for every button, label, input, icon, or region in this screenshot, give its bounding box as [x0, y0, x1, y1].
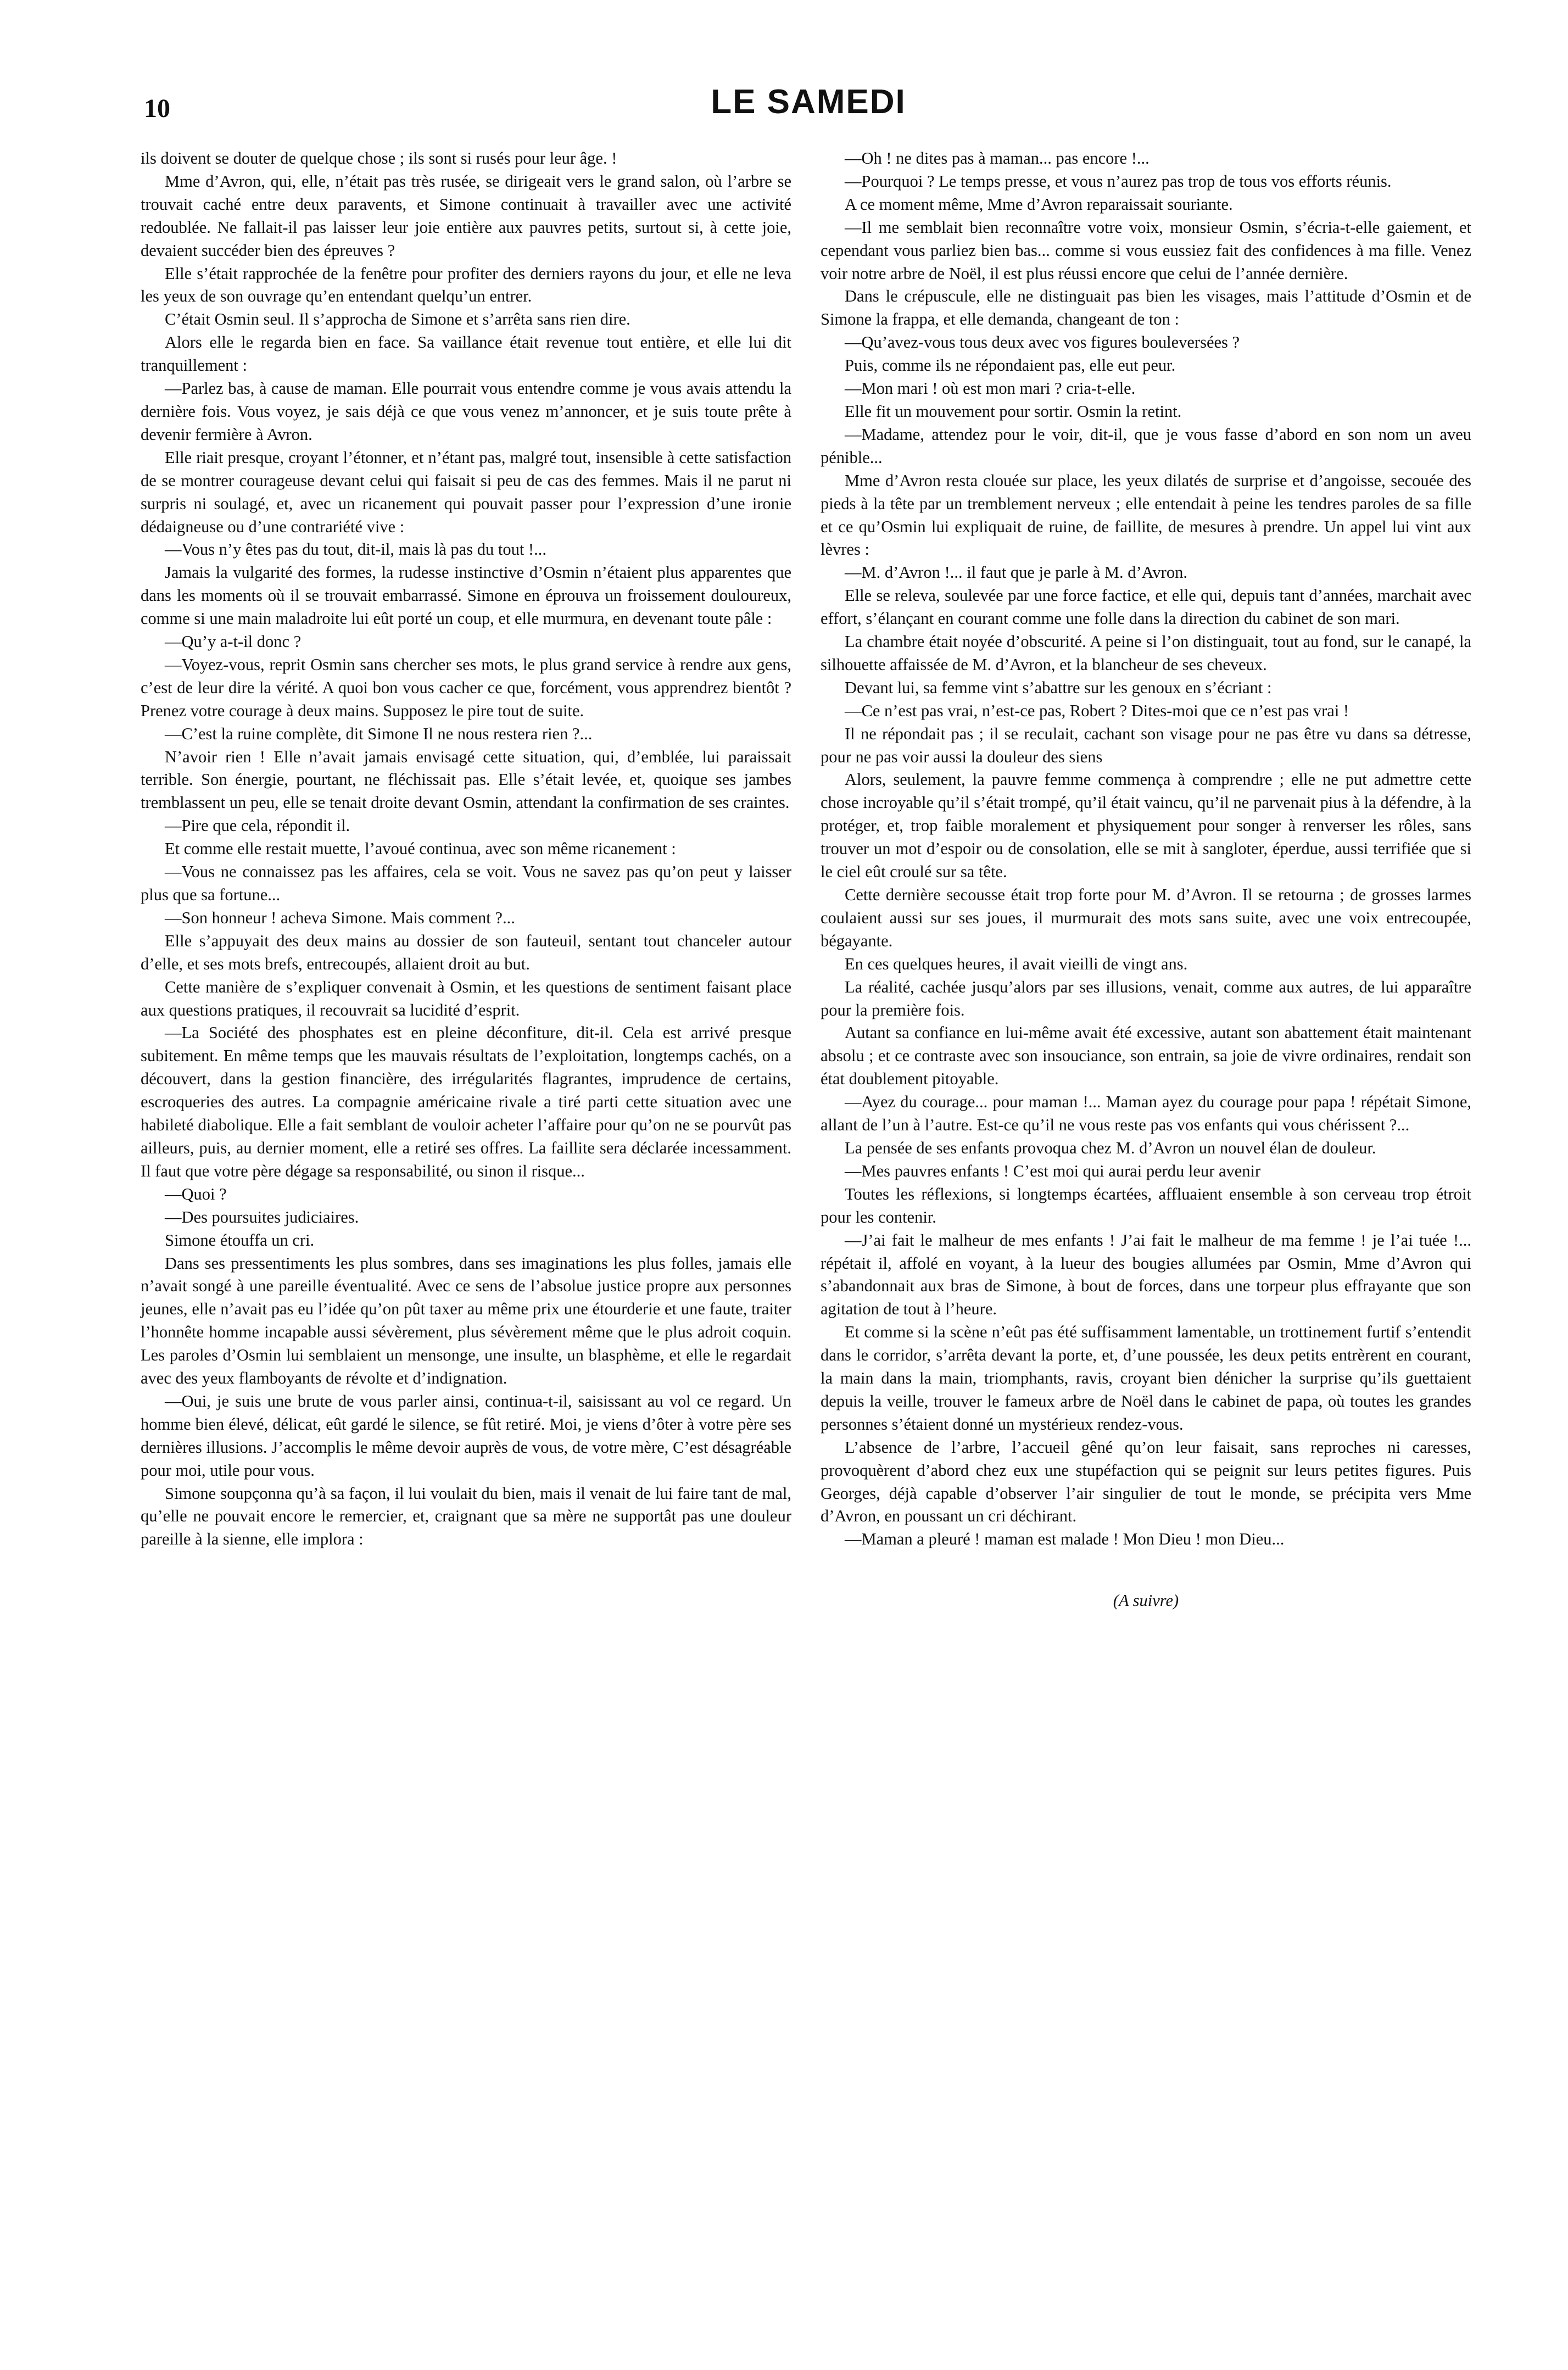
paragraph: La réalité, cachée jusqu’alors par ses illusions, venait, comme aux autres, de lui apparaître pour la première fois.: [821, 977, 1471, 1019]
paragraph: —Qu’y a-t-il donc ?: [165, 632, 302, 651]
paragraph: —Pourquoi ? Le temps presse, et vous n’aurez pas trop de tous vos efforts réunis.: [845, 171, 1392, 191]
paragraph: —Voyez-vous, reprit Osmin sans chercher ses mots, le plus grand service à rendre aux gens, c’est de leur dire la vérité. A quoi bon vous cacher ce que, forcément, vous apprendrez bientôt ? Prenez votre courage à deux mains. Supposez le pire tout de suite.: [141, 655, 791, 720]
paragraph: —Son honneur ! acheva Simone. Mais comment ?...: [165, 908, 515, 927]
page-header: [144, 82, 1473, 132]
paragraph: —Des poursuites judiciaires.: [165, 1207, 359, 1226]
paragraph: —Qu’avez-vous tous deux avec vos figures bouleversées ?: [845, 333, 1240, 352]
paragraph: —Quoi ?: [165, 1184, 227, 1203]
paragraph: Mme d’Avron, qui, elle, n’était pas très rusée, se dirigeait vers le grand salon, où l’arbre se trouvait caché entre deux paravents, et Simone continuait à travailler avec une activité redoublée. Ne fallait-il pas laisser leur joie entière aux pauvres petits, surtout si, à cette joie, devaient succéder bien des épreuves ?: [141, 171, 791, 260]
paragraph: —Mon mari ! où est mon mari ? cria-t-elle.: [845, 379, 1136, 398]
paragraph: Toutes les réflexions, si longtemps écartées, affluaient ensemble à son cerveau trop étroit pour les contenir.: [821, 1184, 1471, 1226]
paragraph: —Maman a pleuré ! maman est malade ! Mon Dieu ! mon Dieu...: [845, 1530, 1285, 1549]
paragraph: —Oui, je suis une brute de vous parler ainsi, continua-t-il, saisissant au vol ce regard. Un homme bien élevé, délicat, eût gardé le silence, se fût retiré. Moi, je viens d’ôter à votre père ses dernières illusions. J’accomplis le même devoir auprès de vous, de votre mère, C’est désagréable pour moi, utile pour vous.: [141, 1391, 791, 1480]
paragraph: Dans ses pressentiments les plus sombres, dans ses imaginations les plus folles, jamais elle n’avait songé à une pareille éventualité. Avec ce sens de l’absolue justice propre aux personnes jeunes, elle n’avait pas eu l’idée qu’on pût taxer au même prix une étourderie et une faute, traiter l’honnête homme incapable aussi sévèrement, plus sévèrement même que le plus adroit coquin. Les paroles d’Osmin lui semblaient un mensonge, une insulte, un blasphème, et elle le regardait avec des yeux flamboyants de révolte et d’indignation.: [141, 1253, 791, 1388]
paragraph: Simone soupçonna qu’à sa façon, il lui voulait du bien, mais il venait de lui faire tant de mal, qu’elle ne pouvait encore le remercier, et, craignant que sa mère ne supportât pas une douleur pareille à la sienne, elle implora :: [141, 1484, 791, 1549]
paragraph: Alors elle le regarda bien en face. Sa vaillance était revenue tout entière, et elle lui dit tranquillement :: [141, 333, 791, 375]
paragraph: C’était Osmin seul. Il s’approcha de Simone et s’arrêta sans rien dire.: [165, 310, 630, 329]
paragraph: —Ayez du courage... pour maman !... Maman ayez du courage pour papa ! répétait Simone, allant de l’un à l’autre. Est-ce qu’il ne vous reste pas vos enfants qui vous chérissent ?...: [821, 1092, 1471, 1135]
paragraph: Elle riait presque, croyant l’étonner, et n’étant pas, malgré tout, insensible à cette satisfaction de se montrer courageuse devant celui qui faisait si peu de cas des femmes. Mais il ne parut ni surpris ni soulagé, et, avec un ricanement qui pouvait passer pour l’expression d’une ironie dédaigneuse ou d’une contrariété vive :: [141, 448, 791, 536]
paragraph: Devant lui, sa femme vint s’abattre sur les genoux en s’écriant :: [845, 678, 1272, 697]
journal-title: LE SAMEDI: [711, 83, 906, 121]
page-number: 10: [144, 94, 170, 123]
paragraph: Elle s’appuyait des deux mains au dossier de son fauteuil, sentant tout chanceler autour d’elle, et ses mots brefs, entrecoupés, allaient droit au but.: [141, 931, 791, 973]
paragraph: —Mes pauvres enfants ! C’est moi qui aurai perdu leur avenir: [845, 1161, 1261, 1180]
paragraph: —Parlez bas, à cause de maman. Elle pourrait vous entendre comme je vous avais attendu la dernière fois. Vous voyez, je sais déjà ce que vous venez m’annoncer, et je suis toute prête à devenir fermière à Avron.: [141, 379, 791, 444]
paragraph: Et comme si la scène n’eût pas été suffisamment lamentable, un trottinement furtif s’entendit dans le corridor, s’arrêta devant la porte, et, d’une poussée, les deux petits entrèrent en courant, la main dans la main, triomphants, ravis, croyant bien dénicher la surprise qu’ils guettaient depuis la veille, trouver le fameux arbre de Noël dans le cabinet de papa, où toutes les grandes personnes s’étaient donné un mystérieux rendez-vous.: [821, 1323, 1471, 1434]
paragraph: —Il me semblait bien reconnaître votre voix, monsieur Osmin, s’écria-t-elle gaiement, et cependant vous parliez bien bas... comme si vous eussiez fait des confidences à ma fille. Venez voir notre arbre de Noël, il est plus réussi encore que celui de l’année dernière.: [821, 218, 1471, 283]
paragraph: L’absence de l’arbre, l’accueil gêné qu’on leur faisait, sans reproches ni caresses, provoquèrent d’abord chez eux une stupéfaction qui se peignit sur leurs petites figures. Puis Georges, déjà capable d’observer l’air singulier de tout le monde, se précipita vers Mme d’Avron, en poussant un cri déchirant.: [821, 1437, 1471, 1526]
paragraph: Elle s’était rapprochée de la fenêtre pour profiter des derniers rayons du jour, et elle ne leva les yeux de son ouvrage qu’en entendant quelqu’un entrer.: [141, 264, 791, 306]
left-column: [141, 147, 791, 1551]
paragraph: —C’est la ruine complète, dit Simone Il ne nous restera rien ?...: [165, 724, 593, 743]
paragraph: —Ce n’est pas vrai, n’est-ce pas, Robert ? Dites-moi que ce n’est pas vrai !: [845, 701, 1349, 720]
paragraph: —Vous ne connaissez pas les affaires, cela se voit. Vous ne savez pas qu’on peut y laisser plus que sa fortune...: [141, 862, 791, 904]
paragraph: La pensée de ses enfants provoqua chez M. d’Avron un nouvel élan de douleur.: [845, 1138, 1376, 1157]
paragraph: —J’ai fait le malheur de mes enfants ! J’ai fait le malheur de ma femme ! je l’ai tuée !... répétait il, affolé en voyant, à la lueur des bougies allumées par Osmin, Mme d’Avron qui s’abandonnait aux bras de Simone, à bout de forces, dans une torpeur plus effrayante que son agitation de tout à l’heure.: [821, 1230, 1471, 1319]
paragraph: Il ne répondait pas ; il se reculait, cachant son visage pour ne pas être vu dans sa détresse, pour ne pas voir aussi la douleur des siens: [821, 724, 1471, 766]
paragraph: Autant sa confiance en lui-même avait été excessive, autant son abattement était maintenant absolu ; et ce contraste avec son insouciance, son entrain, sa joie de vivre ordinaires, rendait son état doublement pitoyable.: [821, 1023, 1471, 1089]
paragraph: Dans le crépuscule, elle ne distinguait pas bien les visages, mais l’attitude d’Osmin et de Simone la frappa, et elle demanda, changeant de ton :: [821, 287, 1471, 329]
paragraph: Elle fit un mouvement pour sortir. Osmin la retint.: [845, 401, 1182, 421]
paragraph: Alors, seulement, la pauvre femme commença à comprendre ; elle ne put admettre cette chose incroyable qu’il s’était trompé, qu’il était vaincu, qu’il ne parvenait pius à la défendre, à la protéger, et, trop faible moralement et physiquement pour songer à renverser les rôles, sans trouver un mot d’espoir ou de consolation, elle se mit à sangloter, éperdue, aussi terrifiée que si le ciel eût croulé sur sa tête.: [821, 770, 1471, 882]
paragraph: Elle se releva, soulevée par une force factice, et elle qui, depuis tant d’années, marchait avec effort, s’élançant en courant comme une folle dans la direction du cabinet de son mari.: [821, 586, 1471, 628]
to-be-continued: (A suivre): [1113, 1591, 1179, 1610]
paragraph: —Pire que cela, répondit il.: [165, 816, 350, 835]
paragraph: —Oh ! ne dites pas à maman... pas encore !...: [845, 149, 1150, 168]
paragraph: Simone étouffa un cri.: [165, 1230, 315, 1250]
paragraph: —La Société des phosphates est en pleine déconfiture, dit-il. Cela est arrivé presque subitement. En même temps que les mauvais résultats de l’exploitation, longtemps cachés, on a découvert, dans la gestion financière, des irrégularités flagrantes, imprudence de certains, escroqueries des autres. La compagnie américaine rivale a tiré parti cette situation avec une habileté diabolique. Elle a fait semblant de vouloir acheter l’affaire pour qu’on ne se pourvût pas ailleurs, puis, au dernier moment, elle a retiré ses offres. La faillite sera déclarée incessamment. Il faut que votre père dégage sa responsabilité, ou sinon il risque...: [141, 1023, 791, 1180]
paragraph: Cette manière de s’expliquer convenait à Osmin, et les questions de sentiment faisant place aux questions pratiques, il recouvrait sa lucidité d’esprit.: [141, 977, 791, 1019]
paragraph: ils doivent se douter de quelque chose ; ils sont si rusés pour leur âge. !: [141, 149, 617, 168]
right-column: [821, 147, 1471, 1613]
paragraph: —Vous n’y êtes pas du tout, dit-il, mais là pas du tout !...: [165, 540, 546, 559]
paragraph: —M. d’Avron !... il faut que je parle à M. d’Avron.: [845, 563, 1187, 582]
paragraph: Et comme elle restait muette, l’avoué continua, avec son même ricanement :: [165, 839, 676, 858]
paragraph: Cette dernière secousse était trop forte pour M. d’Avron. Il se retourna ; de grosses larmes coulaient aussi sur ses joues, il murmurait des mots sans suite, avec une voix entrecoupée, bégayante.: [821, 885, 1471, 950]
paragraph: En ces quelques heures, il avait vieilli de vingt ans.: [845, 954, 1188, 973]
paragraph: N’avoir rien ! Elle n’avait jamais envisagé cette situation, qui, d’emblée, lui paraissait terrible. Son énergie, pourtant, ne fléchissait pas. Elle s’était levée, et, quoique ses jambes tremblassent un peu, elle se tenait droite devant Osmin, attendant la confirmation de ses craintes.: [141, 747, 791, 812]
paragraph: —Madame, attendez pour le voir, dit-il, que je vous fasse d’abord en son nom un aveu pénible...: [821, 425, 1471, 467]
paragraph: Puis, comme ils ne répondaient pas, elle eut peur.: [845, 356, 1176, 375]
paragraph: Mme d’Avron resta clouée sur place, les yeux dilatés de surprise et d’angoisse, secouée des pieds à la tête par un tremblement nerveux ; elle entendait à peine les tendres paroles de sa fille et ce qu’Osmin lui expliquait de ruine, de faillite, de mesures à prendre. Un appel lui vint aux lèvres :: [821, 471, 1471, 559]
paragraph: La chambre était noyée d’obscurité. A peine si l’on distinguait, tout au fond, sur le canapé, la silhouette affaissée de M. d’Avron, et la blancheur de ses cheveux.: [821, 632, 1471, 674]
paragraph: A ce moment même, Mme d’Avron reparaissait souriante.: [845, 194, 1233, 214]
paragraph: Jamais la vulgarité des formes, la rudesse instinctive d’Osmin n’étaient plus apparentes que dans les moments où il se trouvait embarrassé. Simone en éprouva un froissement douloureux, comme si une main maladroite lui eût porté un coup, et elle murmura, en devenant toute pâle :: [141, 563, 791, 628]
